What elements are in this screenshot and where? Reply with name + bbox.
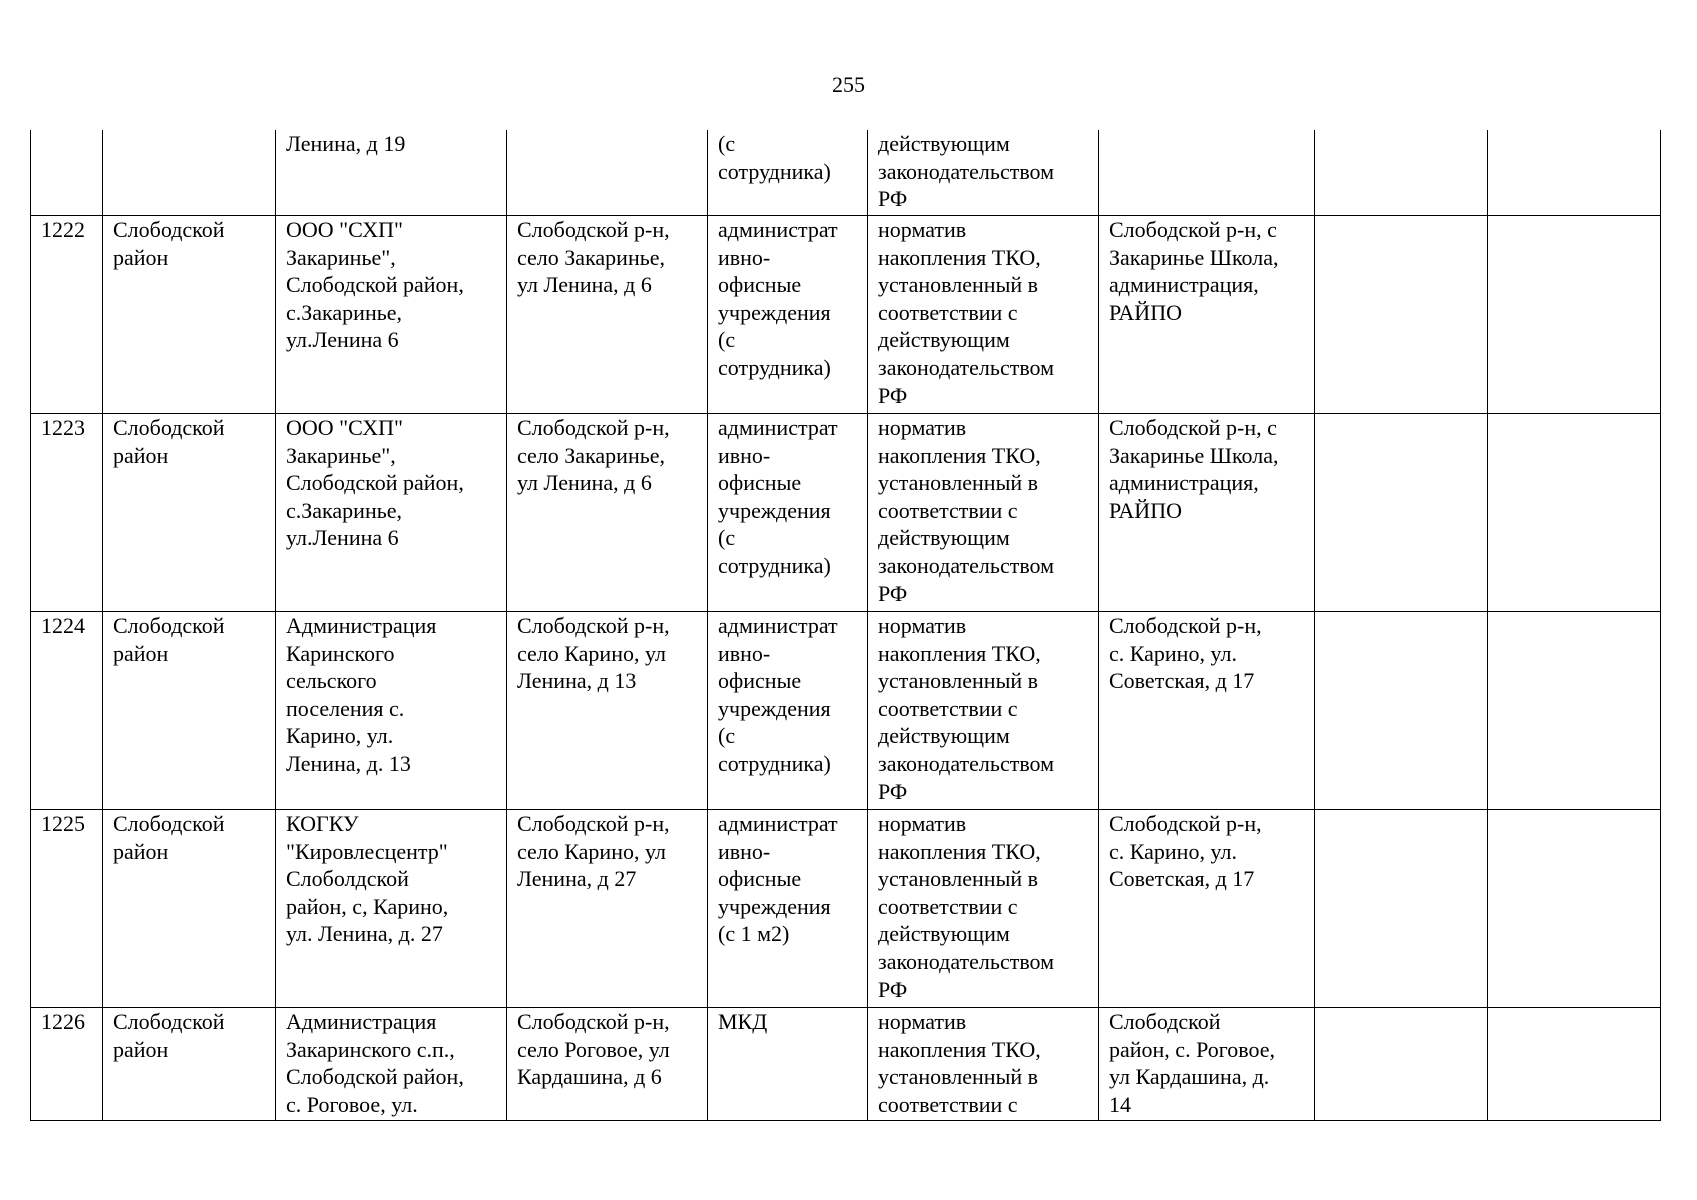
site-cell: Слободской район, с. Роговое, ул Кардашина, д. 14 [1099,1008,1315,1121]
row-number: 1226 [31,1008,103,1121]
extra-cell-1 [1315,612,1488,810]
registry-table [30,130,1661,1121]
site-cell: Слободской р-н, с. Карино, ул. Советская, д 17 [1099,612,1315,810]
row-number: 1222 [31,216,103,414]
district-cell: Слободской район [103,414,276,612]
district-cell: Слободской район [103,810,276,1008]
extra-cell-2 [1488,216,1661,414]
row-number: 1224 [31,612,103,810]
district-cell: Слободской район [103,612,276,810]
norm-cell: норматив накопления ТКО, установленный в соответствии с действующим законодательством РФ [868,810,1099,1008]
address-cell: Слободской р-н, село Закаринье, ул Ленина, д 6 [507,216,708,414]
category-cell: администрат ивно- офисные учреждения (с сотрудника) [708,216,868,414]
organization-cell: ООО "СХП" Закаринье", Слободской район, с.Закаринье, ул.Ленина 6 [276,414,507,612]
norm-cell: действующим законодательством РФ [868,130,1099,216]
organization-cell: КОГКУ "Кировлесцентр" Слоболдской район, с, Карино, ул. Ленина, д. 27 [276,810,507,1008]
address-cell: Слободской р-н, село Закаринье, ул Ленина, д 6 [507,414,708,612]
extra-cell-1 [1315,130,1488,216]
site-cell [1099,130,1315,216]
norm-cell: норматив накопления ТКО, установленный в соответствии с [868,1008,1099,1121]
extra-cell-1 [1315,216,1488,414]
category-cell: администрат ивно- офисные учреждения (с сотрудника) [708,414,868,612]
row-number [31,130,103,216]
address-cell [507,130,708,216]
extra-cell-1 [1315,810,1488,1008]
site-cell: Слободской р-н, с Закаринье Школа, администрация, РАЙПО [1099,414,1315,612]
table-row [31,612,1661,810]
organization-cell: Администрация Каринского сельского поселения с. Карино, ул. Ленина, д. 13 [276,612,507,810]
address-cell: Слободской р-н, село Карино, ул Ленина, д 27 [507,810,708,1008]
category-cell: администрат ивно- офисные учреждения (с 1 м2) [708,810,868,1008]
organization-cell: Ленина, д 19 [276,130,507,216]
table-row [31,810,1661,1008]
extra-cell-2 [1488,130,1661,216]
category-cell: МКД [708,1008,868,1121]
category-cell: администрат ивно- офисные учреждения (с сотрудника) [708,612,868,810]
row-number: 1225 [31,810,103,1008]
address-cell: Слободской р-н, село Роговое, ул Кардашина, д 6 [507,1008,708,1121]
page-number: 255 [832,72,865,97]
extra-cell-1 [1315,414,1488,612]
norm-cell: норматив накопления ТКО, установленный в соответствии с действующим законодательством РФ [868,612,1099,810]
table-row [31,130,1661,216]
organization-cell: Администрация Закаринского с.п., Слободской район, с. Роговое, ул. [276,1008,507,1121]
address-cell: Слободской р-н, село Карино, ул Ленина, д 13 [507,612,708,810]
table-row [31,216,1661,414]
organization-cell: ООО "СХП" Закаринье", Слободской район, с.Закаринье, ул.Ленина 6 [276,216,507,414]
row-number: 1223 [31,414,103,612]
norm-cell: норматив накопления ТКО, установленный в соответствии с действующим законодательством РФ [868,216,1099,414]
site-cell: Слободской р-н, с Закаринье Школа, администрация, РАЙПО [1099,216,1315,414]
norm-cell: норматив накопления ТКО, установленный в соответствии с действующим законодательством РФ [868,414,1099,612]
extra-cell-2 [1488,810,1661,1008]
district-cell: Слободской район [103,1008,276,1121]
extra-cell-1 [1315,1008,1488,1121]
site-cell: Слободской р-н, с. Карино, ул. Советская, д 17 [1099,810,1315,1008]
extra-cell-2 [1488,414,1661,612]
category-cell: (с сотрудника) [708,130,868,216]
table-row [31,1008,1661,1121]
extra-cell-2 [1488,612,1661,810]
table-row [31,414,1661,612]
extra-cell-2 [1488,1008,1661,1121]
district-cell: Слободской район [103,216,276,414]
district-cell [103,130,276,216]
